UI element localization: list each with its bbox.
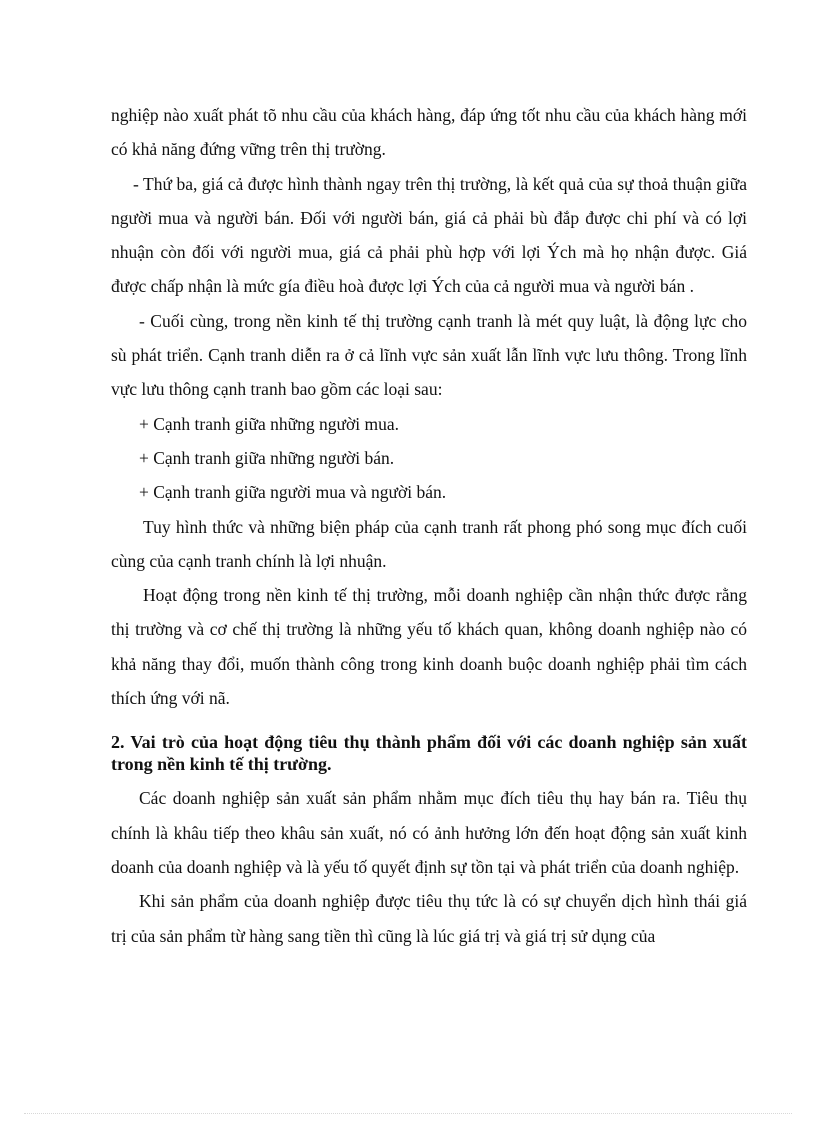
document-body — [111, 98, 747, 953]
paragraph-competition-goal: Tuy hình thức và những biện pháp của cạnh tranh rất phong phó song mục đích cuối cùng của cạnh tranh chính là lợi nhuận. — [111, 516, 747, 571]
section-heading: 2. Vai trò của hoạt động tiêu thụ thành phẩm đối với các doanh nghiệp sản xuất trong nền kinh tế thị trường. — [111, 732, 747, 775]
paragraph-last-point: - Cuối cùng, trong nền kinh tế thị trường cạnh tranh là mét quy luật, là động lực cho sù phát triển. Cạnh tranh diễn ra ở cả lĩnh vực sản xuất lẫn lĩnh vực lưu thông. Trong lĩnh vực lưu thông cạnh tranh bao gồm các loại sau: — [111, 310, 747, 400]
bullet-item: + Cạnh tranh giữa người mua và người bán. — [139, 482, 447, 503]
paragraph-consumption-role: Các doanh nghiệp sản xuất sản phẩm nhằm mục đích tiêu thụ hay bán ra. Tiêu thụ chính là khâu tiếp theo khâu sản xuất, nó có ảnh hưởng lớn đến hoạt động sản xuất kinh doanh của doanh nghiệp và là yếu tố quyết định sự tồn tại và phát triển của doanh nghiệp. — [111, 788, 747, 877]
paragraph-continuation: nghiệp nào xuất phát tõ nhu cầu của khách hàng, đáp ứng tốt nhu cầu của khách hàng mới có khả năng đứng vững trên thị trường. — [111, 105, 747, 160]
paragraph-third-point: - Thứ ba, giá cả được hình thành ngay trên thị trường, là kết quả của sự thoả thuận giữa người mua và người bán. Đối với người bán, giá cả phải bù đắp được chi phí và có lợi nhuận còn đối với người mua, giá cả phải phù hợp với lợi Ých mà họ nhận được. Giá được chấp nhận là mức gía điều hoà được lợi Ých của cả người mua và người bán . — [111, 173, 747, 297]
paragraph-market-adaptation: Hoạt động trong nền kinh tế thị trường, mỗi doanh nghiệp cần nhận thức được rằng thị trường và cơ chế thị trường là những yếu tố khách quan, không doanh nghiệp nào có khả năng thay đổi, muốn thành công trong kinh doanh buộc doanh nghiệp phải tìm cách thích ứng với nã. — [111, 585, 747, 709]
paragraph-value-transfer: Khi sản phẩm của doanh nghiệp được tiêu thụ tức là có sự chuyển dịch hình thái giá trị của sản phẩm từ hàng sang tiền thì cũng là lúc giá trị và giá trị sử dụng của — [111, 891, 747, 946]
bullet-item: + Cạnh tranh giữa những người mua. — [139, 413, 399, 434]
page-bottom-divider — [24, 1113, 792, 1114]
bullet-item: + Cạnh tranh giữa những người bán. — [139, 447, 395, 468]
